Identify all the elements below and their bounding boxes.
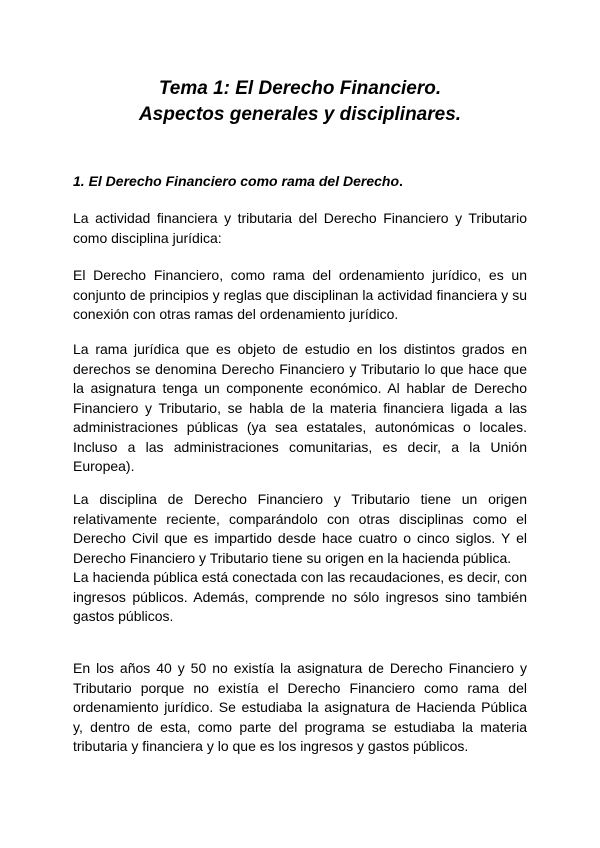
title-line-2: Aspectos generales y disciplinares. <box>138 104 462 125</box>
paragraph-historia: En los años 40 y 50 no existía la asignatura de Derecho Financiero y Tributario porque no existía el Derecho Financiero como rama del ordenamiento jurídico. Se estudiaba la asignatura de Hacienda Pública y, dentro de esta, como parte del programa se estudiaba la materia tributaria y financiera y lo que es los ingresos y gastos públicos. <box>73 660 527 754</box>
title-line-1: Tema 1: El Derecho Financiero. <box>158 78 442 99</box>
section-heading <box>73 171 533 191</box>
section-heading-text: 1. El Derecho Financiero como rama del Derecho <box>73 173 399 189</box>
paragraph-origen-text: La disciplina de Derecho Financiero y Tributario tiene un origen relativamente reciente, comparándolo con otras disciplinas como el Derecho Civil que es impartido desde hace cuatro o cinco siglos. Y el Derecho Financiero y Tributario tiene su origen en la hacienda pública. <box>73 491 527 566</box>
paragraph-hacienda-text: La hacienda pública está conectada con las recaudaciones, es decir, con ingresos públicos. Además, comprende no sólo ingresos sino también gastos públicos. <box>73 569 527 624</box>
page-title <box>0 76 600 128</box>
section-heading-suffix: . <box>399 173 403 189</box>
paragraph-rama-juridica: La rama jurídica que es objeto de estudio en los distintos grados en derechos se denomina Derecho Financiero y Tributario lo que hace que la asignatura tenga un componente económico. Al hablar de Derecho Financiero y Tributario, se habla de la materia financiera ligada a las administraciones públicas (ya sea estatales, autonómicas o locales. Incluso a las administraciones comunitarias, es decir, a la Unión Europea). <box>73 341 527 474</box>
paragraph-origen <box>73 490 527 627</box>
paragraph-intro: La actividad financiera y tributaria del Derecho Financiero y Tributario como disciplina jurídica: <box>73 210 527 246</box>
paragraph-definition: El Derecho Financiero, como rama del ordenamiento jurídico, es un conjunto de principios y reglas que disciplinan la actividad financiera y su conexión con otras ramas del ordenamiento jurídico. <box>73 267 527 322</box>
